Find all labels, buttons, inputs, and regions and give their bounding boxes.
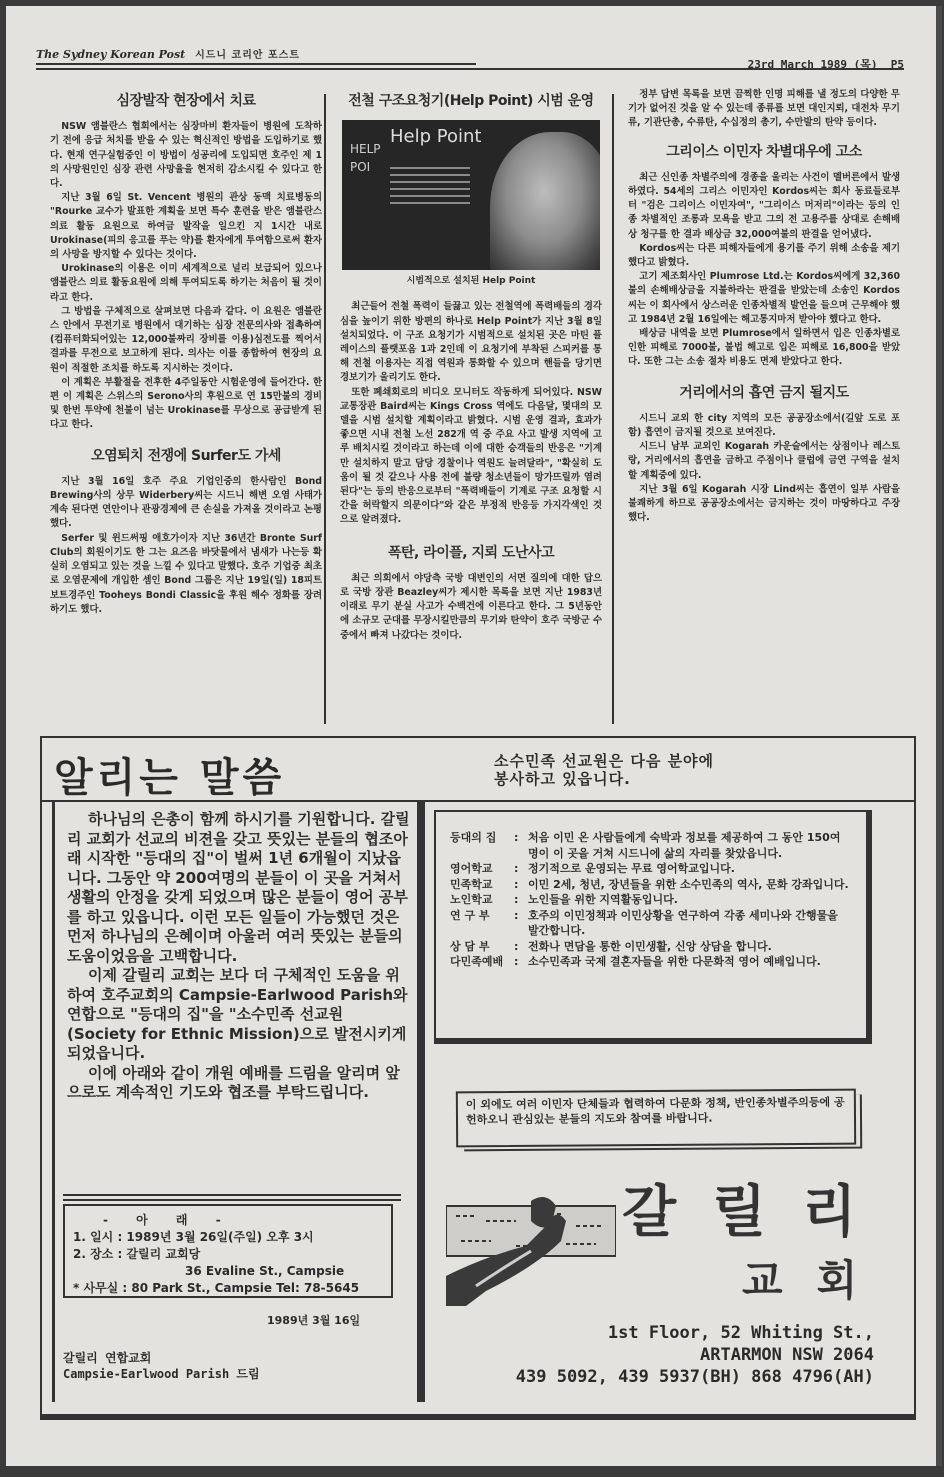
service-name: 영어학교 [450, 862, 493, 875]
separator: : [514, 908, 519, 922]
service-desc: 노인들을 위한 지역활동입니다. [528, 893, 678, 906]
extra-note-box: 이 외에도 여러 이민자 단체들과 협력하여 다문화 정책, 반인종차별주의등에 공헌하오니 관심있는 분들의 지도와 참여를 바랍니다. [456, 1089, 856, 1148]
signature-line: 갈릴리 연합교회 [63, 1351, 152, 1365]
letter-body [67, 810, 411, 1103]
church-name-sub: 교회 [742, 1256, 892, 1305]
separator: : [514, 893, 519, 906]
phone-numbers: 439 5092, 439 5937(BH) 868 4796(AH) [515, 1367, 874, 1387]
signature-line: Campsie-Earlwood Parish 드림 [63, 1367, 260, 1381]
service-item [450, 877, 850, 893]
column-divider [612, 94, 614, 724]
letter-date: 1989년 3월 16일 [267, 1314, 361, 1327]
hand-on-cross-icon [446, 1186, 616, 1306]
notice-bottom-rule [42, 1414, 914, 1418]
details-office: * 사무실 : 80 Park St., Campsie Tel: 78-5645 [73, 1281, 360, 1295]
service-name: 상 담 부 [450, 939, 490, 953]
notice-subtitle-line: 소수민족 선교원은 다음 분야에 [494, 752, 715, 770]
issue-date: 23rd March 1989 (목) [747, 58, 878, 71]
event-details-box [63, 1204, 393, 1298]
service-desc: 호주의 이민정책과 이민상황을 연구하여 각종 세미나와 간행물을 발간합니다. [528, 908, 838, 937]
article-paragraph: 이 계획은 부활절을 전후한 4주일동안 시험운영에 들어간다. 한편 이 계획은 스위스의 Serono사의 후원으로 연 15만불의 경비 및 한번 투약에 천불이 넘는 Urokinase를 무상으로 공급받게 된다고 한다. [50, 376, 322, 431]
service-item [450, 939, 850, 955]
service-name: 노인학교 [450, 893, 493, 906]
article-paragraph: Kordos씨는 다른 피해자들에게 용기를 주기 위해 소송을 제기했다고 밝혔다. [628, 242, 900, 269]
details-title: - 아 래 - [103, 1213, 233, 1227]
church-notice-ad [40, 736, 916, 1420]
newspaper-page [6, 6, 942, 1466]
letter-signature [63, 1350, 260, 1382]
service-name: 다민족예배 [450, 955, 504, 968]
service-desc: 정기적으로 운영되는 무료 영어학교입니다. [528, 862, 735, 875]
article-paragraph: 지난 3월 6일 Kogarah 시장 Lind씨는 흡연이 일부 사람을 불쾌하게 하므로 공공장소에서는 금지하는 것이 마땅하다고 주장했다. [628, 483, 900, 524]
separator: : [514, 877, 519, 891]
service-name: 연 구 부 [450, 908, 490, 922]
page-number: P5 [890, 58, 904, 71]
article-paragraph: 시드니 남부 교외인 Kogarah 카운슬에서는 상점이나 레스토랑, 거리에서의 흡연을 금하고 주점이나 클럽에 금연 구역을 설치할 계획중에 있다. [628, 441, 900, 481]
service-desc: 이민 2세, 청년, 장년들을 위한 소수민족의 역사, 문화 강좌입니다. [528, 877, 849, 891]
article-paragraph: 최근 의회에서 야당측 국방 대변인의 서면 질의에 대한 답으로 국방 장관 Beazley씨가 제시한 목록을 보면 지난 1983년 이래로 무기 분실 사고가 수백건에 이른다고 한다. 그 5년동안에 소규모 군대를 무장시킬만큼의 무기와 탄약이 호주 국방군 수중에서 빠져 나갔다는 것이다. [340, 572, 602, 641]
photo-sign-text [390, 162, 470, 209]
paper-name: The Sydney Korean Post [36, 48, 186, 61]
article-headline: 심장발작 현장에서 치료 [116, 93, 256, 109]
woman-portrait [490, 132, 600, 270]
details-address: 36 Evaline St., Campsie [185, 1264, 345, 1278]
photo-vertical-text: HELP POI [350, 142, 381, 175]
article-paragraph: 지난 3월 6일 St. Vencent 병원의 관상 동맥 치료병동의 "Rourke 교수가 발표한 계획을 보면 특수 훈련을 받은 앰블란스 의료 활동 요원으로 하여금 발작을 일으킨 지 1시간 내로 Urokinase(피의 응고를 푸는 약)를 환자에게 투여함으로써 환자의 사망을 방지할 수 있다는 것이다. [50, 192, 322, 261]
article-paragraph: 배상금 내역을 보면 Plumrose에서 일하면서 입은 인종차별로 인한 피해로 7000불, 불법 해고로 입은 피해로 16,800을 받았다. 또한 그는 소송 절차 비용도 면제 받았다고 한다. [628, 328, 900, 368]
address-line: 1st Floor, 52 Whiting St., [607, 1323, 874, 1343]
details-datetime: 1. 일시 : 1989년 3월 26일(주일) 오후 3시 [73, 1230, 314, 1244]
article-paragraph: 최근 신인종 차별주의에 경종을 울리는 사건이 멜버른에서 발생하였다. 54세의 그리스 이민자인 Kordos씨는 회사 동료들로부터 "검은 그리이스 이민자여", "그리이스 머저리"이라는 등의 인종 차별적인 조롱과 모욕을 받고 그의 전 고용주를 상대로 손해배상 청구를 한 결과 배상금 32,000여불의 판결을 얻어냈다. [628, 171, 900, 240]
article-paragraph: 지난 3월 16일 호주 주요 기업인중의 한사람인 Bond Brewing사의 상무 Widerbery씨는 시드니 해변 오염 사태가 계속 된다면 연안이나 관광경제에 큰 손실을 가져올 것이라고 논평했다. [50, 475, 322, 530]
letter-paragraph: 하나님의 은총이 함께 하시기를 기원합니다. 갈릴리 교회가 선교의 비젼을 갖고 뜻있는 분들의 협조아래 시작한 "등대의 집"이 벌써 1년 6개월이 지났읍니다. 그동안 약 200여명의 분들이 이 곳을 거쳐서 생활의 안정을 갖게 되었으며 많은 분들이 영어 공부를 하고 있읍니다. 이런 모든 일들이 가능했던 것은 먼저 하나님의 은혜이며 아울러 여러 뜻있는 분들의 도움이었음을 고백합니다. [67, 810, 410, 965]
notice-title: 알리는 말씀 [54, 755, 286, 801]
services-box [434, 810, 872, 1044]
service-item [450, 830, 850, 861]
notice-letter [52, 802, 425, 1402]
service-desc: 처음 이민 온 사람들에게 숙박과 정보를 제공하여 그 동안 150여명이 이 곳을 거쳐 시드니에 삶의 자리를 찾았읍니다. [528, 831, 841, 860]
letter-divider [63, 1194, 401, 1201]
article-paragraph: 시드니 교외 한 city 지역의 모든 공공장소에서(길앞 도로 포함) 흡연이 금지될 것으로 보여진다. [628, 412, 900, 439]
church-address [516, 1322, 874, 1388]
service-item [450, 908, 850, 939]
service-item [450, 861, 850, 877]
paper-name-korean: 시드니 코리안 포스트 [195, 50, 300, 61]
details-place: 2. 장소 : 갈릴리 교회당 [73, 1247, 201, 1261]
separator: : [514, 862, 519, 875]
separator: : [514, 831, 519, 844]
article-paragraph: Urokinase의 이용은 이미 세계적으로 널리 보급되어 있으나 앰블란스 의료 활동요원에 의해 투여되도록 하기는 처음이 될 것이라고 한다. [50, 263, 322, 303]
separator: : [514, 939, 519, 953]
service-name: 민족학교 [450, 877, 493, 891]
notice-header [42, 738, 914, 802]
column-3 [628, 88, 900, 525]
article-paragraph: Serfer 및 윈드써핑 애호가이자 지난 36년간 Bronte Surf Club의 회원이기도 한 그는 요즈음 바닷물에서 냄새가 나는등 확실히 오염되고 있는 것을 느낄 수 있다고 말했다. 호주 기업중 최초로 오염문제에 개입한 셈인 Bond 그룹은 지난 19일(일) 18피트 보트경주인 Tooheys Bondi Classic을 후원 해수 정화를 장려하기도 했다. [50, 532, 322, 615]
service-item [450, 954, 850, 970]
article-headline: 거리에서의 흡연 금지 될지도 [679, 384, 849, 401]
article-paragraph: 그 방법을 구체적으로 살펴보면 다음과 같다. 이 요원은 앰블란스 안에서 무전기로 병원에서 대기하는 심장 전문의사와 접촉하여(컴퓨터화되어있는 12,000불짜리 장비를 이용)심전도를 찍어서 결과를 무전으로 보고하게 된다. 의사는 이를 종합하여 현장의 요원이 적절한 조치를 하도록 지시하는 것이다. [50, 305, 322, 374]
article-headline: 전철 구조요청기(Help Point) 시범 운영 [348, 93, 594, 109]
masthead [36, 46, 904, 80]
issue-info [748, 56, 904, 72]
service-item [450, 892, 850, 908]
article-paragraph: 최근들어 전철 폭력이 들끓고 있는 전철역에 폭력배들의 경각심을 높이기 위한 방편의 하나로 Help Point가 지난 3월 8일 설치되었다. 이 구조 요청기가 시범적으로 설치된 곳은 마틴 플레이스의 플랫포옴 1과 2인데 이 요청기에 부착된 스피커를 통해 전철 이용자는 직접 역원과 통화할 수 있으며 핸들을 당기면 경보기가 울리기도 한다. [340, 301, 602, 384]
service-desc: 소수민족과 국제 결혼자들을 위한 다문화적 영어 예배입니다. [528, 955, 821, 968]
help-point-photo [342, 120, 600, 270]
address-line: ARTARMON NSW 2064 [700, 1345, 874, 1365]
article-headline: 오염퇴치 전쟁에 Surfer도 가세 [91, 447, 281, 464]
church-name: 갈릴리 [622, 1179, 893, 1245]
services-list [450, 830, 850, 970]
photo-caption: 시범적으로 설치된 Help Point [406, 276, 536, 287]
article-paragraph: 또한 폐쇄회로의 비디오 모니터도 작동하게 되어있다. NSW 교통장관 Baird씨는 Kings Cross 역에도 다음달, 몇대의 모델을 시범 설치할 계획이라고 밝혔다. 시범 운영 결과, 효과가 좋으면 시내 전철 노선 282개 역 중 주요 사고 발생 지역에 고루 배치시킬 것이라고 하는데 이에 대한 승객들의 반응은 "기계만 설치하지 말고 담당 경찰이나 역원도 늘려달라", "확실히 도움이 될 것 같으나 사용 전에 불량 청소년들이 망가뜨릴까 염려된다"는 등의 반응으로부터 "폭력배들이 기계로 구조 요청할 시간을 허락할지 의문이다"와 같은 부정적 반응등 가지각색인 것으로 알려졌다. [340, 386, 602, 526]
letter-paragraph: 이에 아래와 같이 개원 예배를 드림을 알리며 앞으로도 계속적인 기도와 협조를 부탁드립니다. [67, 1063, 400, 1101]
paper-logo [36, 46, 476, 65]
separator: : [514, 955, 519, 968]
column-1 [50, 88, 322, 617]
notice-subtitle-line: 봉사하고 있읍니다. [494, 770, 631, 788]
letter-paragraph: 이제 갈릴리 교회는 보다 더 구체적인 도움을 위하여 호주교회의 Campsie-Earlwood Parish와 연합으로 "등대의 집"을 "소수민족 선교원(Society for Ethnic Mission)으로 발전시키게 되었읍니다. [67, 966, 408, 1062]
column-divider [324, 94, 326, 724]
article-paragraph: 정부 답변 목록을 보면 끔찍한 인명 피해를 낼 정도의 다양한 무기가 없어진 것을 알 수 있는데 종류를 보면 대인지뢰, 대전차 무기류, 기관단총, 수류탄, 수십정의 총기, 수만발의 탄약 등이다. [628, 89, 900, 129]
column-2 [340, 88, 602, 643]
article-paragraph: 고기 제조회사인 Plumrose Ltd.는 Kordos씨에게 32,360불의 손해배상금을 지불하라는 판결을 받았는데 소송인 Kordos씨는 이 회사에서 상스러운 인종차별적 발언을 들으며 근무해야 했고 1984년 2월 16일에는 해고통지마저 받아야 했다고 한다. [628, 271, 900, 325]
photo-sign-title: Help Point [390, 126, 482, 148]
service-desc: 전화나 면담을 통한 이민생활, 신앙 상담을 합니다. [528, 939, 772, 953]
notice-subtitle [494, 752, 714, 788]
article-headline: 그리이스 이민자 차별대우에 고소 [666, 143, 862, 160]
article-paragraph: NSW 앰블란스 협회에서는 심장마비 환자들이 병원에 도착하기 전에 응급 처치를 받을 수 있는 혁신적인 방법을 도입하기로 했다. 현재 연구실험중인 이 방법이 성공리에 도입되면 호주인 제 1의 사망원인인 심장 관련 사망율을 현저히 감소시킬 수 있다고 한다. [50, 121, 322, 190]
article-headline: 폭탄, 라이플, 지뢰 도난사고 [387, 544, 555, 561]
service-name: 등대의 집 [450, 831, 497, 844]
